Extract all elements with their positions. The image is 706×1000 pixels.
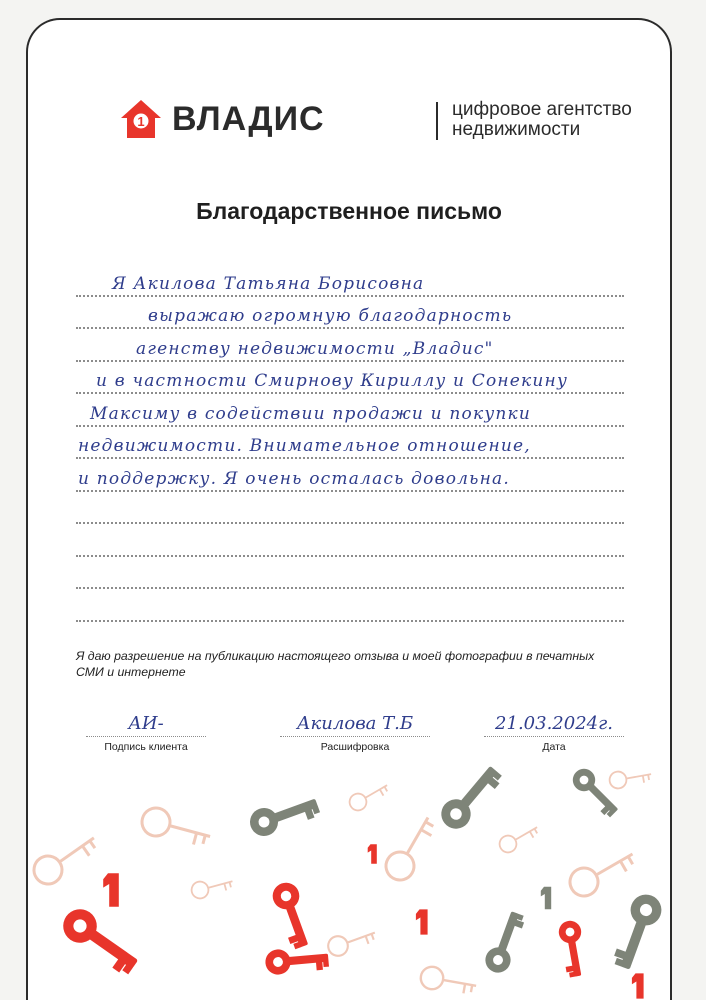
letter-line: Я Акилова Татьяна Борисовна [76, 264, 624, 297]
key-icon [435, 760, 505, 835]
key-icon [565, 842, 640, 901]
decoding-label: Расшифровка [320, 741, 390, 753]
letter-body [76, 264, 624, 622]
letter-sheet [26, 18, 672, 1000]
letter-line [76, 524, 624, 557]
key-icon [610, 890, 665, 973]
key-icon [325, 923, 378, 958]
letter-line [76, 589, 624, 622]
key-icon [419, 965, 478, 997]
key-icon [381, 811, 440, 886]
key-icon [246, 790, 321, 840]
letter-title: Благодарственное письмо [196, 198, 502, 224]
letter-line [76, 492, 624, 525]
number-one-icon [416, 909, 428, 934]
number-one-icon [368, 844, 377, 864]
key-icon [497, 820, 542, 856]
key-icon [347, 778, 392, 814]
date-label: Дата [542, 741, 566, 753]
brand-tagline: цифровое агентство недвижимости [452, 99, 632, 140]
decoding-block [280, 706, 430, 753]
number-one-icon [541, 887, 551, 909]
letter-line [76, 557, 624, 590]
letter-line: и поддержку. Я очень осталась довольна. [76, 459, 624, 492]
letter-line: выражаю огромную благодарность [76, 297, 624, 330]
letter-line: Максиму в содействии продажи и покупки [76, 394, 624, 427]
number-one-icon [632, 973, 644, 998]
client-signature-label: Подпись клиента [104, 741, 188, 753]
number-one-icon [103, 873, 119, 907]
key-icon [269, 879, 317, 951]
key-icon [29, 826, 102, 889]
client-signature-block [86, 706, 206, 753]
decoding-value: Акилова Т.Б [280, 706, 430, 737]
key-icon [139, 805, 214, 850]
brand-name: ВЛАДИС [172, 100, 325, 138]
svg-text:1: 1 [137, 114, 145, 129]
key-icon [57, 903, 145, 979]
decorative-keys-pattern [28, 750, 670, 1000]
key-icon [482, 908, 527, 976]
key-icon [190, 873, 235, 900]
publication-consent: Я даю разрешение на публикацию настоящего отзыва и моей фотографии в печатных СМИ и интернете [76, 649, 595, 679]
date-block [484, 706, 624, 753]
house-key-icon [120, 98, 162, 140]
key-icon [608, 766, 652, 790]
letter-line: агенству недвижимости „Владис" [76, 329, 624, 362]
key-icon [264, 945, 329, 976]
logo-divider [436, 102, 438, 140]
letter-line: и в частности Смирнову Кириллу и Сонекину [76, 362, 624, 395]
key-icon [557, 919, 589, 978]
letter-line: недвижимости. Внимательное отношение, [76, 427, 624, 460]
date-value: 21.03.2024г. [484, 706, 624, 737]
client-signature: АИ- [86, 706, 206, 737]
